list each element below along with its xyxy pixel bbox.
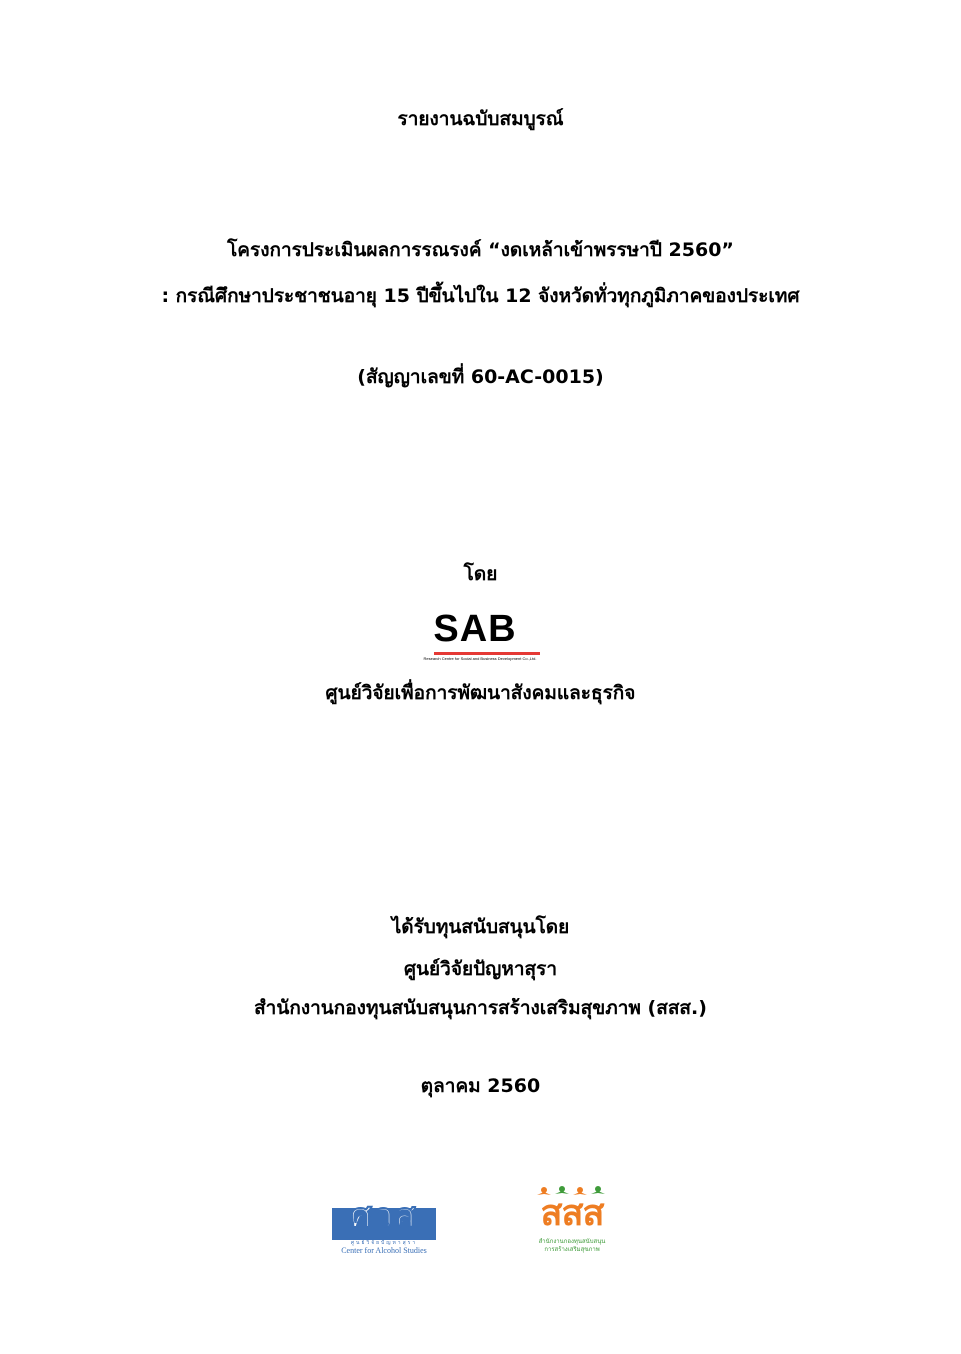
cas-logo-thai-name: ศูนย์วิจัยปัญหาสุรา xyxy=(350,1240,418,1246)
thaihealth-logo-line-2: การสร้างเสริมสุขภาพ xyxy=(544,1246,600,1253)
project-title-line-1: โครงการประเมินผลการรณรงค์ “งดเหล้าเข้าพรรษาปี 2560” xyxy=(227,239,734,261)
thaihealth-logo-mark: สสส xyxy=(540,1193,604,1234)
thaihealth-logo xyxy=(524,1186,620,1258)
sab-logo xyxy=(410,608,540,664)
funding-label: ได้รับทุนสนับสนุนโดย xyxy=(391,916,570,938)
sab-logo-text: SAB xyxy=(433,608,517,650)
sab-logo-underline xyxy=(434,652,540,655)
cas-logo xyxy=(330,1192,438,1256)
report-date: ตุลาคม 2560 xyxy=(420,1075,541,1097)
author-name: ศูนย์วิจัยเพื่อการพัฒนาสังคมและธุรกิจ xyxy=(325,682,636,704)
cas-logo-mark: ศวส xyxy=(350,1196,418,1236)
report-type-heading: รายงานฉบับสมบูรณ์ xyxy=(397,108,564,130)
by-label: โดย xyxy=(463,563,498,585)
contract-number: (สัญญาเลขที่ 60-AC-0015) xyxy=(357,366,604,388)
sab-logo-subtitle: Research Centre for Social and Business Development Co.,Ltd. xyxy=(423,656,537,661)
cas-logo-english-name: Center for Alcohol Studies xyxy=(341,1246,427,1255)
thaihealth-logo-line-1: สำนักงานกองทุนสนับสนุน xyxy=(538,1238,606,1245)
funding-org-cas: ศูนย์วิจัยปัญหาสุรา xyxy=(403,958,558,980)
funding-org-thaihealth: สำนักงานกองทุนสนับสนุนการสร้างเสริมสุขภาพ (สสส.) xyxy=(254,997,707,1019)
project-title-line-2: : กรณีศึกษาประชาชนอายุ 15 ปีขึ้นไปใน 12 จังหวัดทั่วทุกภูมิภาคของประเทศ xyxy=(161,285,800,307)
